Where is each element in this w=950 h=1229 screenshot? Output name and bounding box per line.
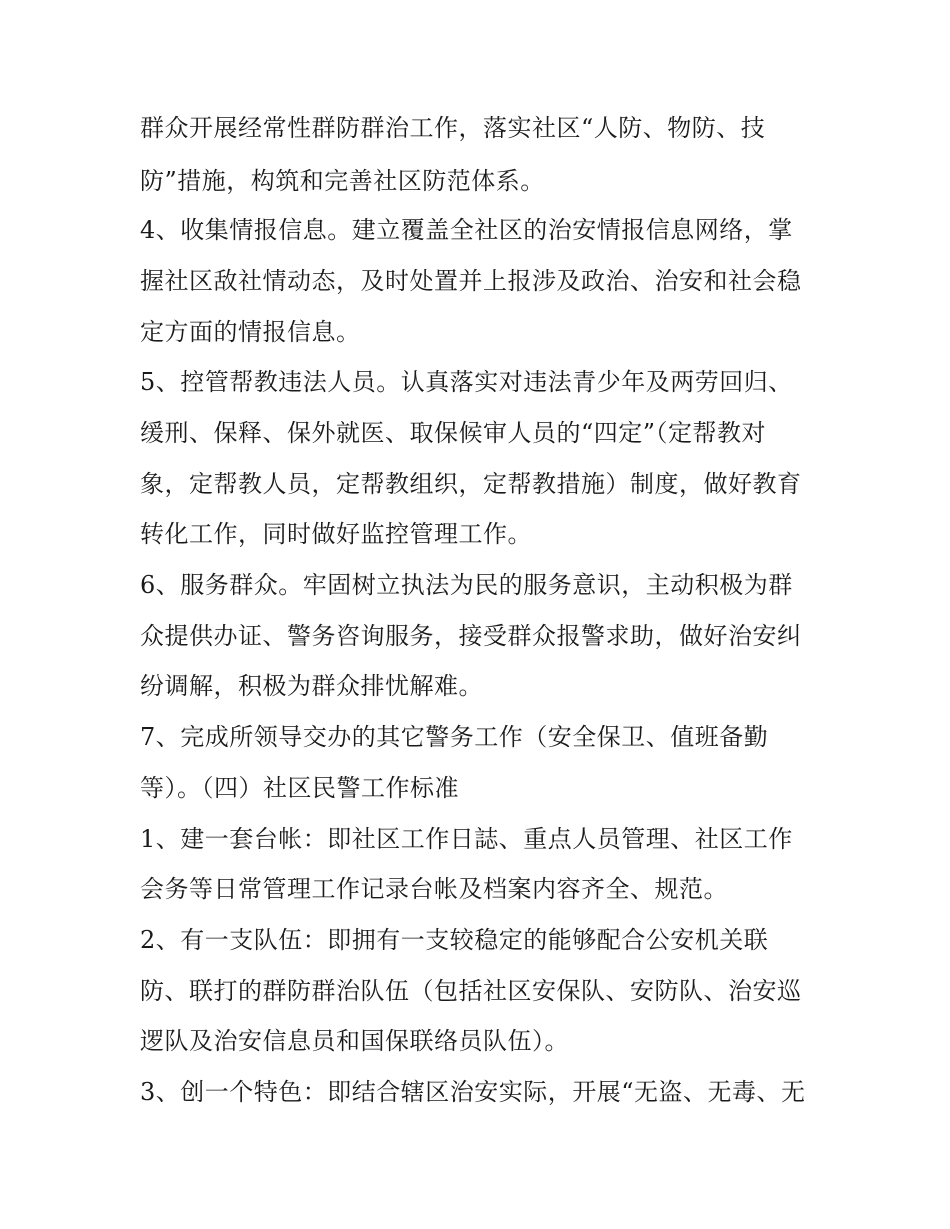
text-line: 群众开展经常性群防群治工作，落实社区“人防、物防、技 <box>140 114 766 142</box>
text-line: 转化工作，同时做好监控管理工作。 <box>140 520 532 548</box>
text-line: 会务等日常管理工作记录台帐及档案内容齐全、规范。 <box>140 875 728 903</box>
text-line: 等）。（四）社区民警工作标准 <box>140 774 459 802</box>
text-line: 纷调解，积极为群众排忧解难。 <box>140 672 483 700</box>
text-line: 2、有一支队伍：即拥有一支较稳定的能够配合公安机关联 <box>140 926 769 954</box>
text-line: 4、收集情报信息。建立覆盖全社区的治安情报信息网络，掌 <box>140 216 793 244</box>
text-line: 1、建一套台帐：即社区工作日誌、重点人员管理、社区工作 <box>140 825 793 853</box>
text-line: 象，定帮教人员，定帮教组织，定帮教措施）制度，做好教育 <box>140 470 802 498</box>
text-line: 3、创一个特色：即结合辖区治安实际，开展“无盗、无毒、无 <box>140 1078 806 1106</box>
text-line: 防、联打的群防群治队伍（包括社区安保队、安防队、治安巡 <box>140 977 802 1005</box>
text-line: 握社区敌社情动态，及时处置并上报涉及政治、治安和社会稳 <box>140 267 802 295</box>
text-line: 6、服务群众。牢固树立执法为民的服务意识，主动积极为群 <box>140 571 793 599</box>
text-line: 众提供办证、警务咨询服务，接受群众报警求助，做好治安纠 <box>140 622 802 650</box>
text-line: 5、控管帮教违法人员。认真落实对违法青少年及两劳回归、 <box>140 368 793 396</box>
text-line: 7、完成所领导交办的其它警务工作（安全保卫、值班备勤 <box>140 723 769 751</box>
text-line: 逻队及治安信息员和国保联络员队伍）。 <box>140 1027 569 1055</box>
text-line: 防”措施，构筑和完善社区防范体系。 <box>140 167 545 195</box>
text-line: 定方面的情报信息。 <box>140 318 361 346</box>
text-line: 缓刑、保释、保外就医、取保候审人员的“四定”（定帮教对 <box>140 419 767 447</box>
